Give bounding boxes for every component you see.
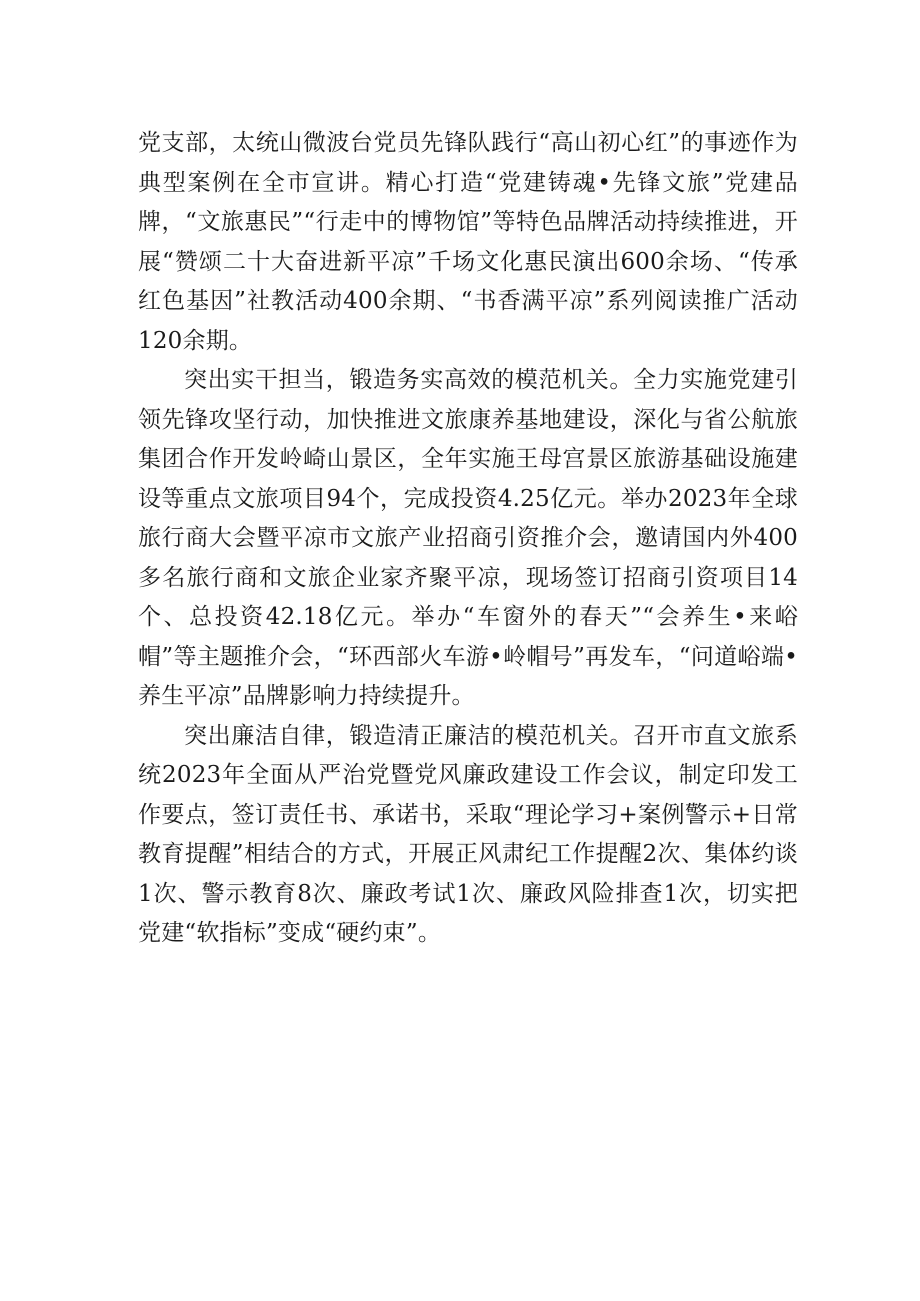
paragraph-integrity-self-discipline: 突出廉洁自律，锻造清正廉洁的模范机关。召开市直文旅系统2023年全面从严治党暨党风廉政建设工作会议，制定印发工作要点，签订责任书、承诺书，采取“理论学习+案例警示+日常教育提醒”相结合的方式，开展正风肃纪工作提醒2次、集体约谈1次、警示教育8次、廉政考试1次、廉政风险排查1次，切实把党建“软指标”变成“硬约束”。: [138, 722, 798, 946]
document-body: [138, 124, 798, 954]
paragraph-continued: 党支部，太统山微波台党员先锋队践行“高山初心红”的事迹作为典型案例在全市宣讲。精心打造“党建铸魂•先锋文旅”党建品牌，“文旅惠民”“行走中的博物馆”等特色品牌活动持续推进，开展“赞颂二十大奋进新平凉”千场文化惠民演出600余场、“传承红色基因”社教活动400余期、“书香满平凉”系列阅读推广活动120余期。: [138, 130, 798, 354]
paragraph-practical-responsibility: 突出实干担当，锻造务实高效的模范机关。全力实施党建引领先锋攻坚行动，加快推进文旅康养基地建设，深化与省公航旅集团合作开发岭崎山景区，全年实施王母宫景区旅游基础设施建设等重点文旅项目94个，完成投资4.25亿元。举办2023年全球旅行商大会暨平凉市文旅产业招商引资推介会，邀请国内外400多名旅行商和文旅企业家齐聚平凉，现场签订招商引资项目14个、总投资42.18亿元。举办“车窗外的春天”“会养生•来峪帽”等主题推介会，“环西部火车游•岭帽号”再发车，“问道峪端•养生平凉”品牌影响力持续提升。: [138, 367, 798, 709]
